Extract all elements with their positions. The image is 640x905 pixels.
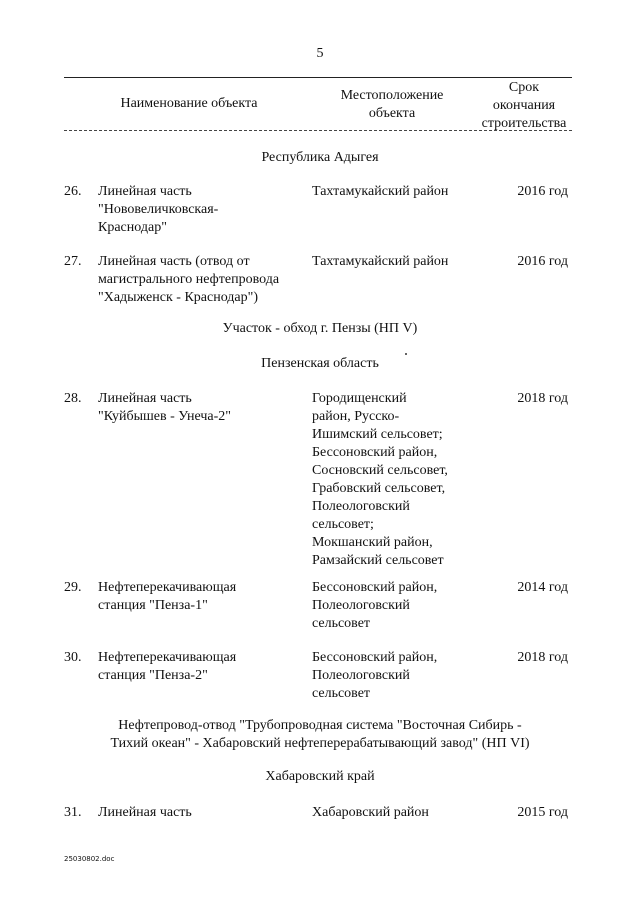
row-name: Нефтеперекачивающая станция "Пенза-2": [98, 650, 237, 683]
row-term: 2015 год: [517, 805, 568, 820]
scan-speck: [405, 353, 407, 355]
row-number: 26.: [64, 184, 82, 199]
row-term: 2016 год: [517, 184, 568, 199]
section-title: Нефтепровод-отвод "Трубопроводная система "Восточная Сибирь - Тихий океан" - Хабаровский нефтеперерабатывающий завод" (НП VI): [110, 718, 530, 751]
header-top-rule: [64, 77, 572, 78]
row-term: 2018 год: [517, 391, 568, 406]
row-name: Линейная часть "Нововеличковская- Краснодар": [98, 184, 219, 235]
row-name: Нефтеперекачивающая станция "Пенза-1": [98, 580, 237, 613]
header-col-location: Местоположение объекта: [340, 88, 444, 121]
row-term: 2018 год: [517, 650, 568, 665]
row-location: Бессоновский район, Полеологовский сельсовет: [312, 650, 438, 701]
row-number: 29.: [64, 580, 82, 595]
row-location: Тахтамукайский район: [312, 184, 449, 199]
footer-filename: 25030802.doc: [64, 855, 115, 863]
row-number: 27.: [64, 254, 82, 269]
row-term: 2016 год: [517, 254, 568, 269]
row-location: Бессоновский район, Полеологовский сельсовет: [312, 580, 438, 631]
section-title: Республика Адыгея: [261, 150, 379, 165]
row-number: 30.: [64, 650, 82, 665]
row-number: 31.: [64, 805, 82, 820]
page-number: 5: [316, 46, 324, 61]
row-location: Хабаровский район: [312, 805, 429, 820]
row-name: Линейная часть: [98, 805, 192, 820]
section-title: Хабаровский край: [265, 769, 375, 784]
row-name: Линейная часть (отвод от магистрального нефтепровода "Хадыженск - Краснодар"): [98, 254, 280, 305]
section-title: Участок - обход г. Пензы (НП V): [222, 321, 418, 336]
section-title: Пензенская область: [261, 356, 379, 371]
row-number: 28.: [64, 391, 82, 406]
header-col-term: Срок окончания строительства: [481, 80, 567, 131]
row-name: Линейная часть "Куйбышев - Унеча-2": [98, 391, 231, 424]
header-bottom-rule: [64, 130, 572, 131]
row-location: Городищенский район, Русско- Ишимский сельсовет; Бессоновский район, Сосновский сельсовет, Грабовский сельсовет, Полеологовский сельсовет; Мокшанский район, Рамзайский сельсовет: [312, 391, 448, 568]
row-term: 2014 год: [517, 580, 568, 595]
row-location: Тахтамукайский район: [312, 254, 449, 269]
header-col-name: Наименование объекта: [120, 96, 258, 111]
